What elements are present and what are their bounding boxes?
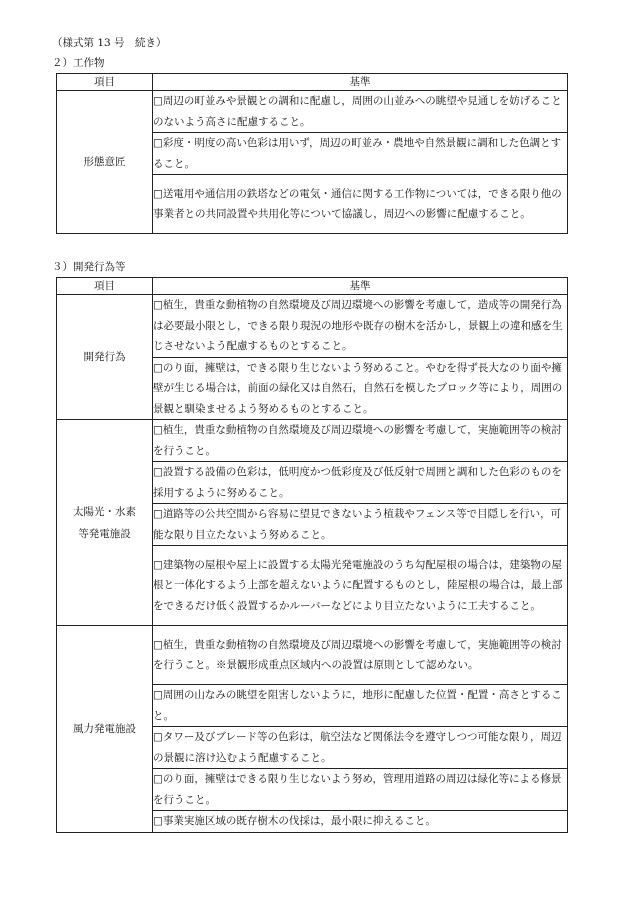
criterion-cell: □植生，貴重な動植物の自然環境及び周辺環境への影響を考慮して，造成等の開発行為は必要最小限とし，できる限り現況の地形や既存の樹木を活かし，景観上の違和感を生じさせないよう配慮するものとすること。 xyxy=(153,295,568,358)
item-cell-development-activity: 開発行為 xyxy=(57,295,153,420)
table-row xyxy=(57,626,568,685)
item-cell-solar-hydrogen xyxy=(57,420,153,626)
development-criteria-table xyxy=(56,277,568,833)
column-header-item: 項目 xyxy=(57,74,153,91)
item-cell-form-design: 形態意匠 xyxy=(57,91,153,234)
table-header-row xyxy=(57,278,568,295)
criterion-cell: □道路等の公共空間から容易に望見できないよう植栽やフェンス等で目隠しを行い，可能な限り目立たないよう努めること。 xyxy=(153,504,568,546)
item-label-line1: 太陽光・水素 xyxy=(73,505,136,518)
column-header-criteria: 基準 xyxy=(153,278,568,295)
item-label-line2: 等発電施設 xyxy=(78,527,131,540)
structures-criteria-table xyxy=(56,73,568,234)
table-header-row xyxy=(57,74,568,91)
section-heading-structures: ２）工作物 xyxy=(52,57,105,69)
criterion-cell: □のり面，擁壁は，できる限り生じないよう努めること。やむを得ず長大なのり面や擁壁が生じる場合は，前面の緑化又は自然石，自然石を模したブロック等により，周囲の景観と馴染ませるよう努めるものとすること。 xyxy=(153,357,568,420)
criterion-cell: □タワー及びブレード等の色彩は，航空法など関係法令を遵守しつつ可能な限り，周辺の景観に溶け込むよう配慮すること。 xyxy=(153,727,568,769)
section-heading-development: ３）開発行為等 xyxy=(52,261,126,273)
form-number-label: （様式第 13 号 続き） xyxy=(52,37,167,49)
criterion-cell: □送電用や通信用の鉄塔などの電気・通信に関する工作物については，できる限り他の事業者との共同設置や共用化等について協議し，周辺への影響に配慮すること。 xyxy=(153,175,568,234)
column-header-criteria: 基準 xyxy=(153,74,568,91)
criterion-cell: □周辺の町並みや景観との調和に配慮し，周囲の山並みへの眺望や見通しを妨げることのないよう高さに配慮すること。 xyxy=(153,91,568,133)
criterion-cell: □彩度・明度の高い色彩は用いず，周辺の町並み・農地や自然景観に調和した色調とすること。 xyxy=(153,133,568,175)
column-header-item: 項目 xyxy=(57,278,153,295)
criterion-cell: □植生，貴重な動植物の自然環境及び周辺環境への影響を考慮して，実施範囲等の検討を行うこと。※景観形成重点区域内への設置は原則として認めない。 xyxy=(153,626,568,685)
criterion-cell: □建築物の屋根や屋上に設置する太陽光発電施設のうち勾配屋根の場合は，建築物の屋根と一体化するよう上部を超えないように配置するものとし，陸屋根の場合は，最上部をできるだけ低く設置するかルーバーなどにより目立たないように工夫すること。 xyxy=(153,546,568,626)
criterion-cell: □設置する設備の色彩は，低明度かつ低彩度及び低反射で周囲と調和した色彩のものを採用するように努めること。 xyxy=(153,462,568,504)
criterion-cell: □植生，貴重な動植物の自然環境及び周辺環境への影響を考慮して，実施範囲等の検討を行うこと。 xyxy=(153,420,568,462)
item-cell-wind-power: 風力発電施設 xyxy=(57,626,153,833)
table-row xyxy=(57,420,568,462)
table-row xyxy=(57,91,568,133)
table-row xyxy=(57,295,568,358)
criterion-cell: □のり面，擁壁はできる限り生じないよう努め，管理用道路の周辺は緑化等による修景を行うこと。 xyxy=(153,769,568,811)
criterion-cell: □周囲の山なみの眺望を阻害しないように，地形に配慮した位置・配置・高さとすること。 xyxy=(153,685,568,727)
criterion-cell: □事業実施区域の既存樹木の伐採は，最小限に抑えること。 xyxy=(153,811,568,833)
